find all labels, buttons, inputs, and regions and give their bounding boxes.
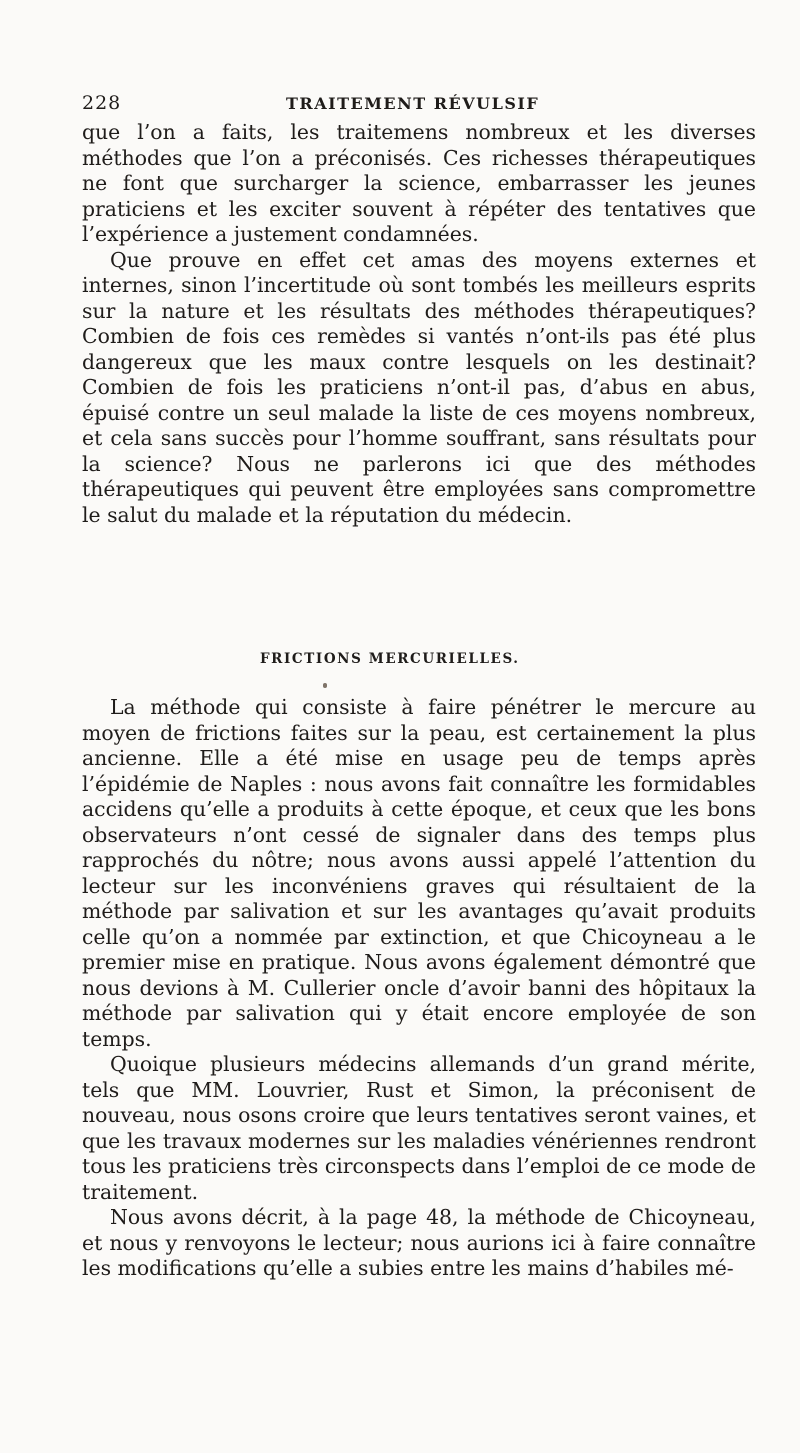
paragraph-5: Nous avons décrit, à la page 48, la méthode de Chicoyneau, et nous y renvoyons le lecteur; nous aurions ici à faire connaître les modifications qu’elle a subies entre les mains d’habiles mé- [82,1205,756,1280]
body-text-bottom [82,695,756,1282]
body-text-top [82,120,756,528]
paragraph-2: Que prouve en effet cet amas des moyens externes et internes, sinon l’incertitude où sont tombés les meilleurs esprits sur la nature et les résultats des méthodes thérapeutiques? Combien de fois ces remèdes si vantés n’ont-ils pas été plus dangereux que les maux contre lesquels on les destinait? Combien de fois les praticiens n’ont-il pas, d’abus en abus, épuisé contre un seul malade la liste de ces moyens nombreux, et cela sans succès pour l’homme souffrant, sans résultats pour la science? Nous ne parlerons ici que des méthodes thérapeutiques qui peuvent être employées sans compromettre le salut du malade et la réputation du médecin. [82,247,756,527]
paragraph-1: que l’on a faits, les traitemens nombreux et les diverses méthodes que l’on a préconisés. Ces richesses thérapeutiques ne font que surcharger la science, embarrasser les jeunes praticiens et les exciter souvent à répéter des tentatives que l’expérience a justement condamnées. [82,120,756,246]
paragraph-4: Quoique plusieurs médecins allemands d’un grand mérite, tels que MM. Louvrier, Rust et Simon, la préconisent de nouveau, nous osons croire que leurs tentatives seront vaines, et que les travaux modernes sur les maladies vénériennes rendront tous les praticiens très circonspects dans l’emploi de ce mode de traitement. [82,1052,756,1204]
ink-dot [323,683,327,688]
running-head: TRAITEMENT RÉVULSIF [286,94,540,113]
section-heading: FRICTIONS MERCURIELLES. [260,651,520,667]
page-header [82,92,734,120]
paragraph-3: La méthode qui consiste à faire pénétrer le mercure au moyen de frictions faites sur la peau, est certainement la plus ancienne. Elle a été mise en usage peu de temps après l’épidémie de Naples : nous avons fait connaître les formidables accidens qu’elle a produits à cette époque, et ceux que les bons observateurs n’ont cessé de signaler dans des temps plus rapprochés du nôtre; nous avons aussi appelé l’attention du lecteur sur les inconvéniens graves qui résultaient de la méthode par salivation et sur les avantages qu’avait produits celle qu’on a nommée par extinction, et que Chicoyneau a le premier mise en pratique. Nous avons également démontré que nous devions à M. Cullerier oncle d’avoir banni des hôpitaux la méthode par salivation qui y était encore employée de son temps. [82,695,756,1051]
page-number: 228 [82,92,122,114]
